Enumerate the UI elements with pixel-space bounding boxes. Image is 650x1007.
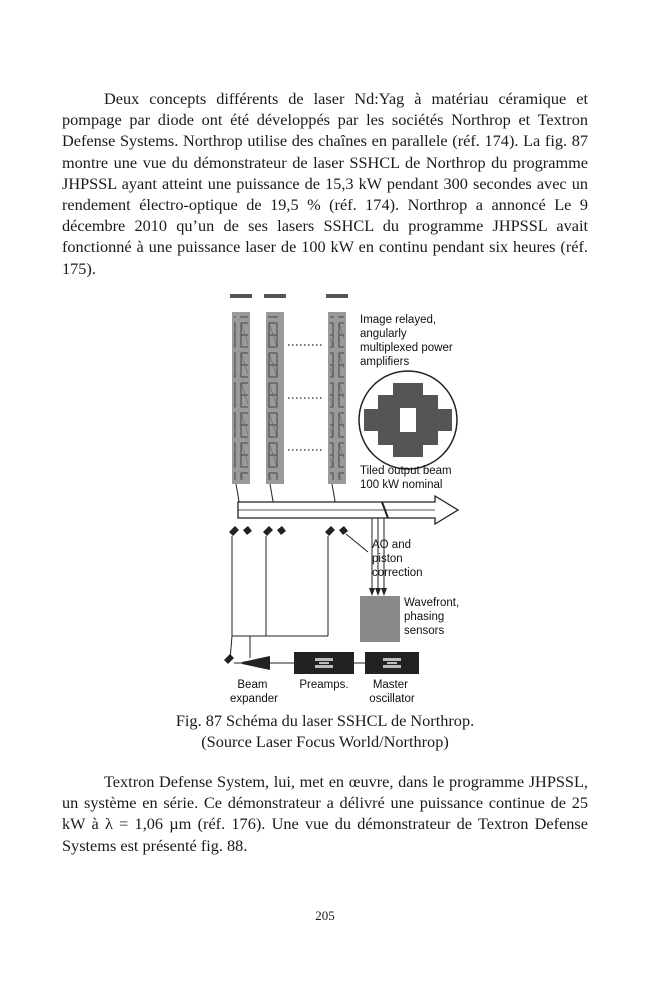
figure-caption (62, 710, 588, 752)
sshcl-diagram (210, 290, 480, 710)
ao-correction-label: AO and piston correction (372, 539, 423, 579)
master-oscillator-label: Master oscillator (369, 679, 415, 705)
wavefront-sensors-label: Wavefront, phasing sensors (404, 597, 460, 637)
output-beam-label: Tiled output beam 100 kW nominal (360, 465, 452, 491)
caption-line-1: Fig. 87 Schéma du laser SSHCL de Northrop. (175, 711, 475, 730)
paragraph-textron: Textron Defense System, lui, met en œuvre, dans le programme JHPSSL, un système en série. Ce démonstrateur a délivré une puissance continue de 25 kW à λ = 1,06 µm (réf. 176). Une vue du démonstrateur de Textron Defense Systems est présenté fig. 88. (62, 772, 588, 855)
top-mirror-2 (264, 294, 286, 298)
top-mirror-3 (326, 294, 348, 298)
paragraph-northrop: Deux concepts différents de laser Nd:Yag à matériau céramique et pompage par diode ont été développés par les sociétés Northrop et Textron Defense Systems. Northrop utilise des chaînes en parallele (réf. 174). La fig. 87 montre une vue du démonstrateur de laser SSHCL de Northrop du programme JHPSSL ayant atteint une puissance de 15,3 kW pendant 300 secondes avec un rendement électro-optique de 19,5 % (réf. 174). Northrop a annoncé Le 9 décembre 2010 qu’un de ses lasers SSHCL du programme JHPSSL avait fonctionné à une puissance laser de 100 kW en continu pendant six heures (réf. 175). (62, 89, 588, 278)
top-mirror-1 (230, 294, 252, 298)
wavefront-sensor-box (360, 596, 400, 642)
page-number: 205 (315, 908, 335, 923)
caption-line-2: (Source Laser Focus World/Northrop) (201, 732, 449, 751)
beam-expander-label: Beam expander (230, 679, 278, 705)
bottom-mirror (224, 654, 234, 664)
preamps-label: Preamps. (299, 679, 349, 691)
amplifiers-label: Image relayed, angularly multiplexed power amplifiers (360, 314, 453, 368)
